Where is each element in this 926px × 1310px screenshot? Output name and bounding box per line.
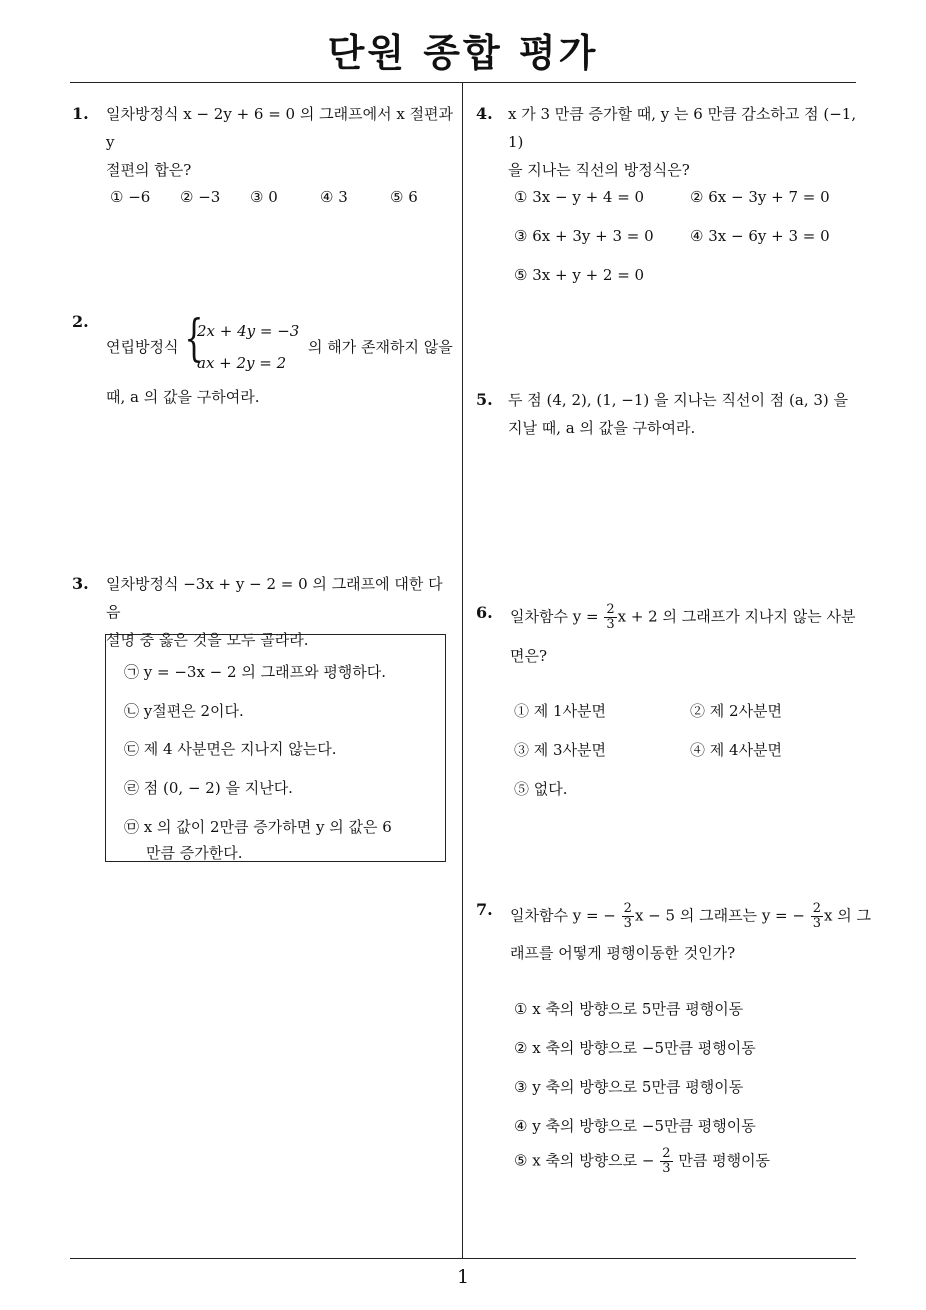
q6-option-4[interactable]: ④ 제 4사분면 — [690, 741, 783, 759]
q7-fraction-2: $\frac{2}{3}$ — [812, 901, 822, 931]
question-1-line-2: 절편의 합은? — [106, 161, 192, 179]
question-1-text — [106, 100, 456, 184]
q7-option-5[interactable] — [514, 1147, 770, 1176]
q7-mid: x − 5 의 그래프는 y = − — [634, 906, 805, 925]
q1-option-3[interactable]: ③ 0 — [250, 188, 278, 206]
question-4-text — [508, 100, 860, 184]
q4-option-1[interactable]: ① 3x − y + 4 = 0 — [514, 188, 645, 206]
column-divider — [462, 82, 463, 1259]
q4-option-5[interactable]: ⑤ 3x + y + 2 = 0 — [514, 266, 645, 284]
question-6-number: 6. — [476, 603, 493, 622]
q7-pre: 일차함수 y = − — [510, 906, 616, 925]
q1-option-1[interactable]: ① −6 — [110, 188, 151, 206]
q4-option-4[interactable]: ④ 3x − 6y + 3 = 0 — [690, 227, 830, 245]
question-4-number: 4. — [476, 104, 493, 123]
q7-option-2[interactable]: ② x 축의 방향으로 −5만큼 평행이동 — [514, 1039, 756, 1057]
question-1-line-1: 일차방정식 x − 2y + 6 = 0 의 그래프에서 x 절편과 y — [106, 105, 454, 151]
question-4-line-2: 을 지나는 직선의 방정식은? — [508, 161, 690, 179]
top-rule — [70, 82, 856, 83]
q1-option-4[interactable]: ④ 3 — [320, 188, 348, 206]
statement-3[interactable]: ㉢ 제 4 사분면은 지나지 않는다. — [124, 740, 337, 758]
statement-4[interactable]: ㉣ 점 (0, − 2) 을 지난다. — [124, 779, 293, 797]
question-2-number: 2. — [72, 312, 89, 331]
question-6-line-1 — [510, 603, 855, 632]
question-2-lead: 연립방정식 — [106, 338, 179, 356]
question-7-line-1 — [510, 902, 871, 931]
question-5-text — [508, 386, 860, 442]
q6-post: x + 2 의 그래프가 지나지 않는 사분 — [617, 607, 856, 626]
statement-2[interactable]: ㉡ y절편은 2이다. — [124, 702, 244, 720]
q6-pre: 일차함수 y = — [510, 607, 599, 626]
q7-option-1[interactable]: ① x 축의 방향으로 5만큼 평행이동 — [514, 1000, 744, 1018]
system-brace: { — [184, 309, 204, 367]
q6-option-1[interactable]: ① 제 1사분면 — [514, 702, 607, 720]
q6-option-3[interactable]: ③ 제 3사분면 — [514, 741, 607, 759]
question-5-number: 5. — [476, 390, 493, 409]
question-2-line-2: 때, a 의 값을 구하여라. — [106, 388, 260, 406]
question-6-line-2: 면은? — [510, 647, 548, 665]
question-7-number: 7. — [476, 900, 493, 919]
question-5-line-1: 두 점 (4, 2), (1, −1) 을 지나는 직선이 점 (a, 3) 을 — [508, 391, 849, 409]
page-title: 단원 종합 평가 — [327, 31, 599, 75]
q7-option-3[interactable]: ③ y 축의 방향으로 5만큼 평행이동 — [514, 1078, 744, 1096]
q7-option-5-pre: ⑤ x 축의 방향으로 − — [514, 1151, 655, 1170]
statement-1[interactable]: ㉠ y = −3x − 2 의 그래프와 평행하다. — [124, 663, 387, 681]
question-5-line-2: 지날 때, a 의 값을 구하여라. — [508, 419, 696, 437]
q7-fraction-1: $\frac{2}{3}$ — [623, 901, 632, 931]
q7-option-4[interactable]: ④ y 축의 방향으로 −5만큼 평행이동 — [514, 1117, 756, 1135]
q4-option-2[interactable]: ② 6x − 3y + 7 = 0 — [690, 188, 830, 206]
q7-option-5-fraction: $\frac{2}{3}$ — [662, 1146, 671, 1176]
q4-option-3[interactable]: ③ 6x + 3y + 3 = 0 — [514, 227, 654, 245]
statement-5[interactable]: ㉤ x 의 값이 2만큼 증가하면 y 의 값은 6 — [124, 818, 392, 836]
q7-post: x 의 그 — [824, 906, 872, 925]
q6-option-5[interactable]: ⑤ 없다. — [514, 780, 568, 798]
question-3-line-1: 일차방정식 −3x + y − 2 = 0 의 그래프에 대한 다음 — [106, 575, 443, 621]
statement-5-continued: 만큼 증가한다. — [146, 844, 243, 862]
page-number: 1 — [456, 1266, 470, 1288]
q7-option-5-post: 만큼 평행이동 — [678, 1151, 771, 1170]
question-2-tail: 의 해가 존재하지 않을 — [308, 338, 453, 356]
question-3-number: 3. — [72, 574, 89, 593]
q1-option-2[interactable]: ② −3 — [180, 188, 221, 206]
bottom-rule — [70, 1258, 856, 1259]
q6-option-2[interactable]: ② 제 2사분면 — [690, 702, 783, 720]
question-4-line-1: x 가 3 만큼 증가할 때, y 는 6 만큼 감소하고 점 (−1, 1) — [508, 105, 857, 151]
question-2-equation-2: ax + 2y = 2 — [197, 354, 287, 372]
question-7-line-2: 래프를 어떻게 평행이동한 것인가? — [510, 944, 736, 962]
question-3-line-2: 설명 중 옳은 것을 모두 골라라. — [106, 631, 309, 649]
q1-option-5[interactable]: ⑤ 6 — [390, 188, 418, 206]
question-2-equation-1: 2x + 4y = −3 — [197, 322, 300, 340]
question-1-number: 1. — [72, 104, 89, 123]
q6-fraction: $\frac{2}{3}$ — [606, 602, 615, 632]
